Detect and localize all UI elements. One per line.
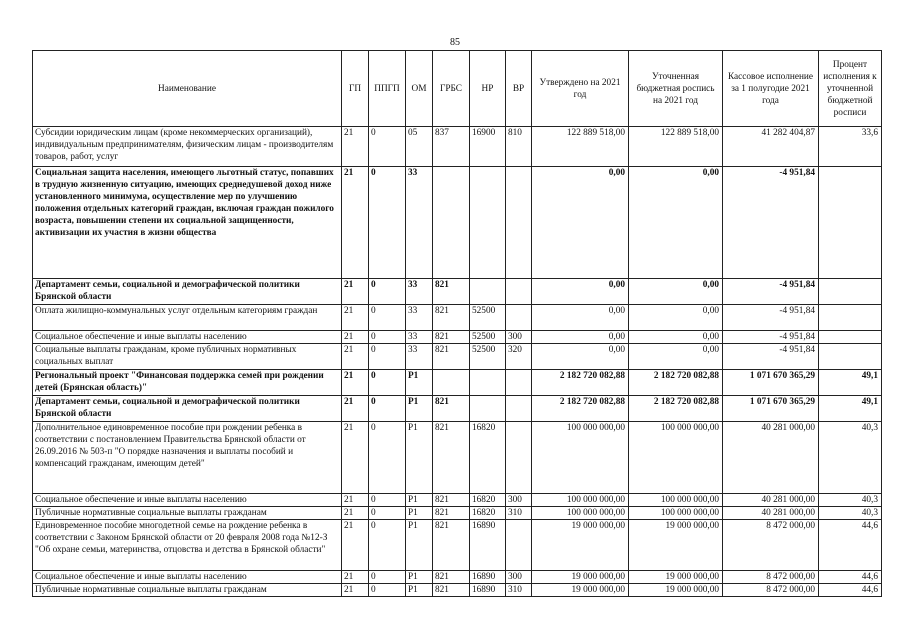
row-vr (506, 305, 532, 331)
row-vr: 310 (506, 507, 532, 520)
row-cash: -4 951,84 (723, 279, 819, 305)
row-cash: 8 472 000,00 (723, 520, 819, 571)
table-row (33, 396, 882, 422)
table-row (33, 167, 882, 279)
row-gp: 21 (342, 344, 369, 370)
row-approved: 19 000 000,00 (532, 520, 629, 571)
header-gp: ГП (342, 51, 369, 127)
row-approved: 2 182 720 082,88 (532, 370, 629, 396)
row-gp: 21 (342, 520, 369, 571)
row-vr: 320 (506, 344, 532, 370)
row-ppgp: 0 (369, 396, 406, 422)
row-refined: 122 889 518,00 (629, 127, 723, 167)
row-om: P1 (406, 584, 433, 597)
row-name: Субсидии юридическим лицам (кроме некоммерческих организаций), индивидуальным предпринимателям, физическим лицам - производителям товаров, работ, услуг (33, 127, 342, 167)
row-refined: 0,00 (629, 279, 723, 305)
row-grbs: 821 (433, 422, 470, 494)
row-vr: 300 (506, 571, 532, 584)
budget-table (32, 50, 882, 597)
row-approved: 19 000 000,00 (532, 571, 629, 584)
row-ppgp: 0 (369, 494, 406, 507)
row-cash: 1 071 670 365,29 (723, 396, 819, 422)
row-ppgp: 0 (369, 344, 406, 370)
row-nr: 52500 (470, 305, 506, 331)
row-nr (470, 396, 506, 422)
row-nr: 16890 (470, 520, 506, 571)
row-ppgp: 0 (369, 331, 406, 344)
row-nr: 16890 (470, 584, 506, 597)
row-gp: 21 (342, 507, 369, 520)
header-nr: НР (470, 51, 506, 127)
table-row (33, 370, 882, 396)
row-refined: 0,00 (629, 167, 723, 279)
table-row (33, 571, 882, 584)
row-cash: -4 951,84 (723, 331, 819, 344)
row-nr: 16900 (470, 127, 506, 167)
row-grbs: 821 (433, 584, 470, 597)
row-gp: 21 (342, 571, 369, 584)
table-row (33, 507, 882, 520)
row-approved: 2 182 720 082,88 (532, 396, 629, 422)
row-cash: 40 281 000,00 (723, 422, 819, 494)
row-nr: 16820 (470, 507, 506, 520)
row-percent: 44,6 (819, 571, 882, 584)
row-name: Социальное обеспечение и иные выплаты населению (33, 331, 342, 344)
header-vr: ВР (506, 51, 532, 127)
row-name: Социальное обеспечение и иные выплаты населению (33, 571, 342, 584)
row-name: Социальное обеспечение и иные выплаты населению (33, 494, 342, 507)
row-cash: 41 282 404,87 (723, 127, 819, 167)
row-grbs: 821 (433, 331, 470, 344)
table-row (33, 127, 882, 167)
row-vr (506, 167, 532, 279)
row-nr: 16820 (470, 422, 506, 494)
row-percent: 44,6 (819, 520, 882, 571)
row-gp: 21 (342, 127, 369, 167)
row-name: Публичные нормативные социальные выплаты гражданам (33, 584, 342, 597)
row-percent: 40,3 (819, 507, 882, 520)
row-cash: 1 071 670 365,29 (723, 370, 819, 396)
table-row (33, 422, 882, 494)
row-approved: 19 000 000,00 (532, 584, 629, 597)
row-gp: 21 (342, 305, 369, 331)
row-percent (819, 331, 882, 344)
row-cash: -4 951,84 (723, 305, 819, 331)
row-approved: 0,00 (532, 305, 629, 331)
row-percent (819, 279, 882, 305)
row-refined: 0,00 (629, 344, 723, 370)
row-vr: 810 (506, 127, 532, 167)
row-vr (506, 396, 532, 422)
row-gp: 21 (342, 279, 369, 305)
row-approved: 0,00 (532, 344, 629, 370)
row-nr: 52500 (470, 331, 506, 344)
row-gp: 21 (342, 396, 369, 422)
table-row (33, 331, 882, 344)
row-grbs: 821 (433, 396, 470, 422)
row-grbs: 821 (433, 494, 470, 507)
row-approved: 122 889 518,00 (532, 127, 629, 167)
row-nr: 52500 (470, 344, 506, 370)
row-refined: 100 000 000,00 (629, 494, 723, 507)
row-cash: 8 472 000,00 (723, 584, 819, 597)
row-percent: 40,3 (819, 494, 882, 507)
row-name: Дополнительное единовременное пособие при рождении ребенка в соответствии с постановлением Правительства Брянской области от 26.09.2016 № 503-п "О порядке назначения и выплаты пособий и компенсаций гражданам, имеющим детей" (33, 422, 342, 494)
row-om: 33 (406, 331, 433, 344)
row-percent (819, 344, 882, 370)
row-om: P1 (406, 370, 433, 396)
row-name: Социальные выплаты гражданам, кроме публичных нормативных социальных выплат (33, 344, 342, 370)
row-om: P1 (406, 422, 433, 494)
row-om: P1 (406, 520, 433, 571)
header-name: Наименование (33, 51, 342, 127)
row-gp: 21 (342, 422, 369, 494)
row-grbs: 837 (433, 127, 470, 167)
header-grbs: ГРБС (433, 51, 470, 127)
header-row (33, 51, 882, 127)
row-cash: -4 951,84 (723, 167, 819, 279)
row-refined: 19 000 000,00 (629, 520, 723, 571)
row-percent (819, 167, 882, 279)
row-om: P1 (406, 571, 433, 584)
row-refined: 19 000 000,00 (629, 571, 723, 584)
table-row (33, 494, 882, 507)
row-name: Социальная защита населения, имеющего льготный статус, попавших в трудную жизненную ситуацию, имеющих среднедушевой доход ниже установленного минимума, осуществление мер по улучшению положения отдельных категорий граждан, включая граждан пожилого возраста, повышении степени их социальной защищенности, активизации их участия в жизни общества (33, 167, 342, 279)
table-row (33, 279, 882, 305)
table-row (33, 584, 882, 597)
row-om: 05 (406, 127, 433, 167)
row-refined: 19 000 000,00 (629, 584, 723, 597)
row-gp: 21 (342, 494, 369, 507)
row-om: P1 (406, 507, 433, 520)
row-grbs: 821 (433, 279, 470, 305)
row-approved: 0,00 (532, 167, 629, 279)
row-name: Единовременное пособие многодетной семье на рождение ребенка в соответствии с Законом Брянской области от 20 февраля 2008 года №12-З "Об охране семьи, материнства, отцовства и детства в Брянской области" (33, 520, 342, 571)
row-name: Публичные нормативные социальные выплаты гражданам (33, 507, 342, 520)
row-ppgp: 0 (369, 305, 406, 331)
header-ppgp: ППГП (369, 51, 406, 127)
page-number: 85 (450, 37, 460, 48)
row-percent: 33,6 (819, 127, 882, 167)
table-row (33, 305, 882, 331)
row-gp: 21 (342, 370, 369, 396)
row-refined: 0,00 (629, 305, 723, 331)
row-ppgp: 0 (369, 584, 406, 597)
row-vr: 310 (506, 584, 532, 597)
row-vr (506, 279, 532, 305)
row-name: Департамент семьи, социальной и демографической политики Брянской области (33, 279, 342, 305)
row-ppgp: 0 (369, 370, 406, 396)
row-percent: 49,1 (819, 396, 882, 422)
row-name: Оплата жилищно-коммунальных услуг отдельным категориям граждан (33, 305, 342, 331)
row-om: P1 (406, 494, 433, 507)
row-om: 33 (406, 279, 433, 305)
row-gp: 21 (342, 167, 369, 279)
row-om: 33 (406, 305, 433, 331)
row-nr: 16890 (470, 571, 506, 584)
row-grbs: 821 (433, 344, 470, 370)
row-ppgp: 0 (369, 571, 406, 584)
row-refined: 100 000 000,00 (629, 507, 723, 520)
row-cash: 40 281 000,00 (723, 494, 819, 507)
row-grbs (433, 167, 470, 279)
row-vr: 300 (506, 331, 532, 344)
header-cash: Кассовое исполнение за 1 полугодие 2021 года (723, 51, 819, 127)
row-grbs: 821 (433, 571, 470, 584)
row-name: Департамент семьи, социальной и демографической политики Брянской области (33, 396, 342, 422)
table-row (33, 520, 882, 571)
row-om: P1 (406, 396, 433, 422)
row-approved: 0,00 (532, 279, 629, 305)
row-ppgp: 0 (369, 167, 406, 279)
row-nr (470, 167, 506, 279)
row-vr (506, 370, 532, 396)
header-approved: Утверждено на 2021 год (532, 51, 629, 127)
row-approved: 100 000 000,00 (532, 507, 629, 520)
row-percent (819, 305, 882, 331)
row-ppgp: 0 (369, 127, 406, 167)
row-percent: 44,6 (819, 584, 882, 597)
row-grbs: 821 (433, 305, 470, 331)
row-refined: 0,00 (629, 331, 723, 344)
table-row (33, 344, 882, 370)
row-ppgp: 0 (369, 507, 406, 520)
row-vr (506, 520, 532, 571)
row-om: 33 (406, 167, 433, 279)
row-gp: 21 (342, 331, 369, 344)
row-approved: 100 000 000,00 (532, 422, 629, 494)
row-cash: 40 281 000,00 (723, 507, 819, 520)
row-nr: 16820 (470, 494, 506, 507)
row-cash: -4 951,84 (723, 344, 819, 370)
row-ppgp: 0 (369, 520, 406, 571)
row-grbs (433, 370, 470, 396)
row-approved: 100 000 000,00 (532, 494, 629, 507)
row-grbs: 821 (433, 507, 470, 520)
row-percent: 49,1 (819, 370, 882, 396)
row-vr (506, 422, 532, 494)
row-refined: 2 182 720 082,88 (629, 396, 723, 422)
header-percent: Процент исполнения к уточненной бюджетной росписи (819, 51, 882, 127)
row-nr (470, 279, 506, 305)
row-vr: 300 (506, 494, 532, 507)
row-cash: 8 472 000,00 (723, 571, 819, 584)
row-gp: 21 (342, 584, 369, 597)
row-ppgp: 0 (369, 279, 406, 305)
header-om: ОМ (406, 51, 433, 127)
row-om: 33 (406, 344, 433, 370)
row-name: Региональный проект "Финансовая поддержка семей при рождении детей (Брянская область)" (33, 370, 342, 396)
row-ppgp: 0 (369, 422, 406, 494)
header-refined: Уточненная бюджетная роспись на 2021 год (629, 51, 723, 127)
row-approved: 0,00 (532, 331, 629, 344)
row-grbs: 821 (433, 520, 470, 571)
row-nr (470, 370, 506, 396)
row-percent: 40,3 (819, 422, 882, 494)
row-refined: 100 000 000,00 (629, 422, 723, 494)
row-refined: 2 182 720 082,88 (629, 370, 723, 396)
